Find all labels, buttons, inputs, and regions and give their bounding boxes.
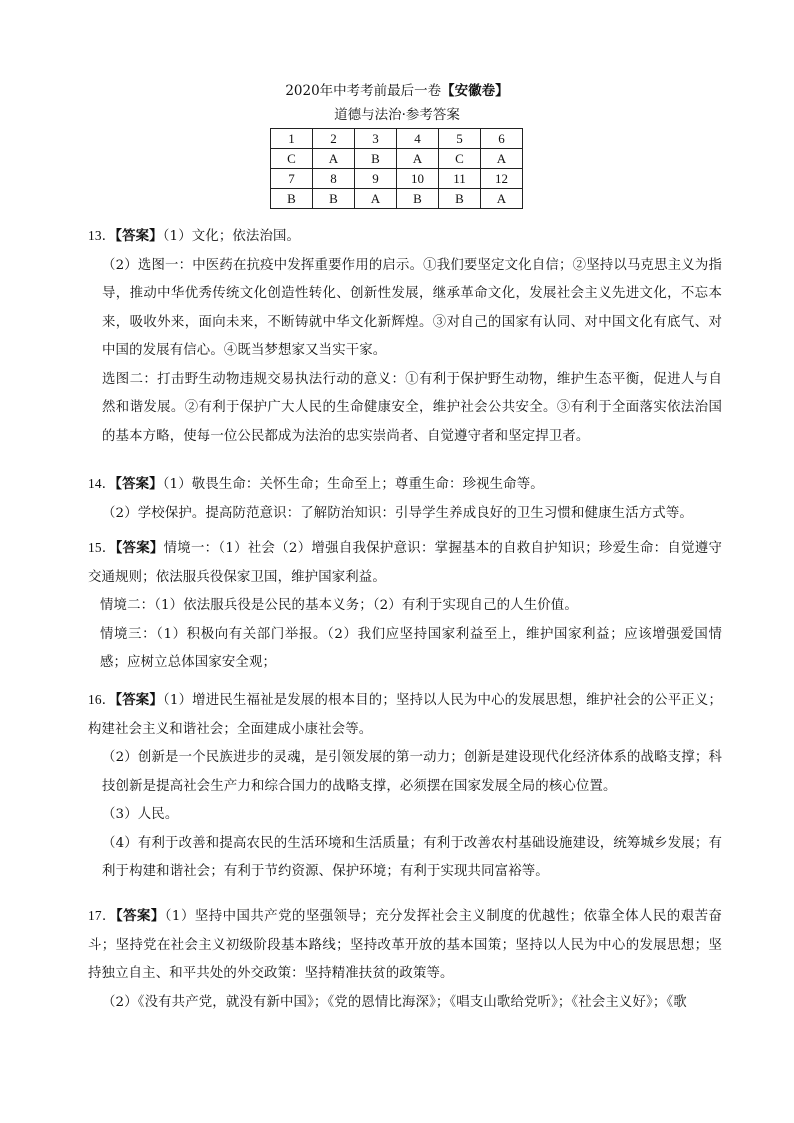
answer-tag: 【答案】	[115, 540, 164, 556]
answer-choice-cell: B	[271, 189, 313, 209]
answer-text: （1）增进民生福祉是发展的根本目的；坚持以人民为中心的发展思想，维护社会的公平正义；构建社会主义和谐社会；全面建成小康社会等。	[88, 693, 722, 737]
answer-text: （4）有利于改善和提高农民的生活环境和生活质量；有利于改善农村基础设施建设，统筹城乡发展；有利于构建和谐社会；有利于节约资源、保护环境；有利于实现共同富裕等。	[102, 835, 722, 879]
answer-table-row	[271, 189, 523, 209]
question-number-cell: 8	[313, 169, 355, 189]
answer-tag: 【答案】	[115, 908, 165, 924]
exam-title	[0, 82, 794, 100]
answer-text: （1）坚持中国共产党的坚强领导；充分发挥社会主义制度的优越性；依靠全体人民的艰苦奋斗；坚持党在社会主义初级阶段基本路线；坚持改革开放的基本国策；坚持以人民为中心的发展思想；坚持独立自主、和平共处的外交政策：坚持精准扶贫的政策等。	[88, 909, 722, 981]
question-14	[88, 470, 722, 528]
question-number-cell: 10	[397, 169, 439, 189]
question-number: 15．	[88, 540, 116, 555]
answer-choice-cell: B	[439, 189, 481, 209]
question-13	[88, 222, 722, 451]
question-15	[88, 534, 722, 678]
question-number: 13．	[88, 228, 116, 243]
answer-text: 情境二：（1）依法服兵役是公民的基本义务；（2）有利于实现自己的人生价值。	[100, 598, 578, 613]
answer-text: 选图二：打击野生动物违规交易执法行动的意义：①有利于保护野生动物，维护生态平衡，促进人与自然和谐发展。②有利于保护广大人民的生命健康安全，维护社会公共安全。③有利于全面落实依法治国的基本方略，使每一位公民都成为法治的忠实崇尚者、自觉遵守者和坚定捍卫者。	[102, 371, 722, 444]
answer-text: （2）学校保护。提高防范意识：了解防治知识：引导学生养成良好的卫生习惯和健康生活方式等。	[102, 505, 693, 521]
answer-text: （3）人民。	[102, 807, 179, 822]
answer-text: （2）创新是一个民族进步的灵魂，是引领发展的第一动力；创新是建设现代化经济体系的战略支撑；科技创新是提高社会生产力和综合国力的战略支撑，必须摆在国家发展全局的核心位置。	[102, 750, 722, 794]
question-number-cell: 6	[481, 129, 523, 149]
question-number-cell: 1	[271, 129, 313, 149]
answer-choice-cell: A	[397, 149, 439, 169]
answer-table	[270, 128, 523, 209]
exam-title-text: 2020年中考考前最后一卷	[285, 83, 442, 99]
answer-choice-cell: B	[313, 189, 355, 209]
answer-text: （1）敬畏生命：关怀生命；生命至上；尊重生命：珍视生命等。	[162, 477, 544, 492]
question-number-cell: 9	[355, 169, 397, 189]
answer-text: （2）《没有共产党，就没有新中国》；《党的恩情比海深》；《唱支山歌给党听》；《社会主义好》；《歌	[102, 994, 687, 1010]
answer-choice-cell: C	[439, 149, 481, 169]
answer-text: （2）选图一：中医药在抗疫中发挥重要作用的启示。①我们要坚定文化自信；②坚持以马克思主义为指导，推动中华优秀传统文化创造性转化、创新性发展，继承革命文化，发展社会主义先进文化，不忘本来，吸收外来，面向未来，不断铸就中华文化新辉煌。③对自己的国家有认同、对中国文化有底气、对中国的发展有信心。④既当梦想家又当实干家。	[102, 257, 722, 358]
answer-choice-cell: A	[355, 189, 397, 209]
question-number: 17．	[88, 908, 116, 923]
exam-subtitle: 道德与法治·参考答案	[334, 107, 460, 123]
answer-text: （1）文化；依法治国。	[162, 229, 301, 244]
question-number-cell: 4	[397, 129, 439, 149]
answer-tag: 【答案】	[115, 228, 163, 244]
question-number-cell: 3	[355, 129, 397, 149]
question-number-cell: 2	[313, 129, 355, 149]
answer-text: 情境三：（1）积极向有关部门举报。（2）我们应坚持国家利益至上，维护国家利益；应该增强爱国情感；应树立总体国家安全观；	[100, 626, 722, 670]
answer-choice-cell: B	[397, 189, 439, 209]
question-16	[88, 686, 722, 887]
question-number: 14．	[88, 476, 116, 491]
question-number-cell: 5	[439, 129, 481, 149]
answer-tag: 【答案】	[115, 692, 163, 708]
question-number-cell: 12	[481, 169, 523, 189]
answer-tag: 【答案】	[115, 476, 163, 492]
answer-choice-cell: C	[271, 149, 313, 169]
question-number-cell: 7	[271, 169, 313, 189]
answer-choice-cell: B	[355, 149, 397, 169]
exam-title-province: 【安徽卷】	[441, 83, 509, 99]
answer-text: 情境一：（1）社会（2）增强自我保护意识：掌握基本的自救自护知识；珍爱生命：自觉遵守交通规则；依法服兵役保家卫国，维护国家利益。	[88, 541, 722, 585]
question-number: 16．	[88, 692, 116, 707]
answer-choice-cell: A	[481, 149, 523, 169]
answer-table-row	[271, 149, 523, 169]
answer-choice-cell: A	[313, 149, 355, 169]
answer-choice-cell: A	[481, 189, 523, 209]
answer-table-row	[271, 169, 523, 189]
answer-table-row	[271, 129, 523, 149]
question-number-cell: 11	[439, 169, 481, 189]
question-17	[88, 902, 722, 1017]
